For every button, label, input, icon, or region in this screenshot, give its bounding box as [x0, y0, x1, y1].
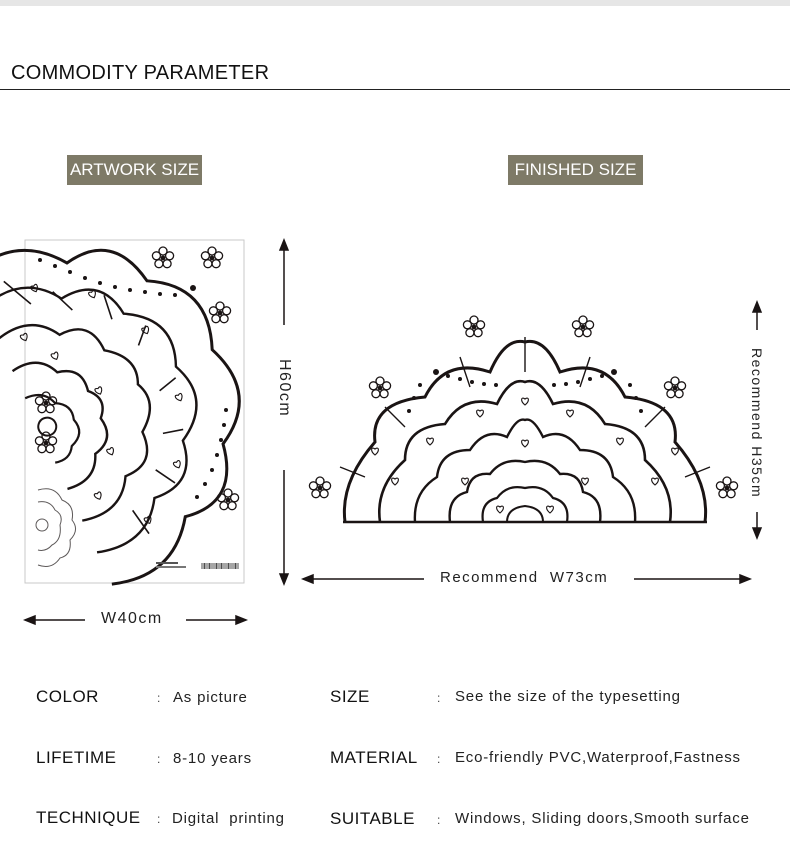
param-name-material: MATERIAL: [330, 748, 418, 767]
finished-size-label: FINISHED SIZE: [508, 155, 643, 185]
artwork-sheet: [0, 187, 294, 590]
param-value-material: Eco-friendly PVC,Waterproof,Fastness: [455, 749, 741, 766]
finished-width-label: Recommend W73cm: [440, 569, 609, 586]
param-sep: :: [437, 813, 441, 827]
param-value-suitable: Windows, Sliding doors,Smooth surface: [455, 810, 750, 827]
param-value-color: As picture: [173, 689, 248, 706]
param-sep: :: [157, 812, 161, 826]
param-name-technique: TECHNIQUE: [36, 808, 141, 827]
param-sep: :: [437, 691, 441, 705]
param-value-size: See the size of the typesetting: [455, 688, 681, 705]
param-name-lifetime: LIFETIME: [36, 748, 117, 767]
artwork-width-label: W40cm: [101, 610, 163, 627]
param-sep: :: [157, 691, 161, 705]
param-name-size: SIZE: [330, 687, 370, 706]
finished-height-label: Recommend H35cm: [749, 348, 765, 499]
finished-mandala: [309, 316, 737, 522]
param-sep: :: [157, 752, 161, 766]
param-sep: :: [437, 752, 441, 766]
param-value-technique: Digital printing: [172, 810, 285, 827]
param-name-suitable: SUITABLE: [330, 809, 415, 828]
artwork-size-label: ARTWORK SIZE: [67, 155, 202, 185]
artwork-height-label: H60cm: [276, 359, 293, 418]
param-value-lifetime: 8-10 years: [173, 750, 252, 767]
section-title: COMMODITY PARAMETER: [11, 62, 270, 84]
param-name-color: COLOR: [36, 687, 99, 706]
